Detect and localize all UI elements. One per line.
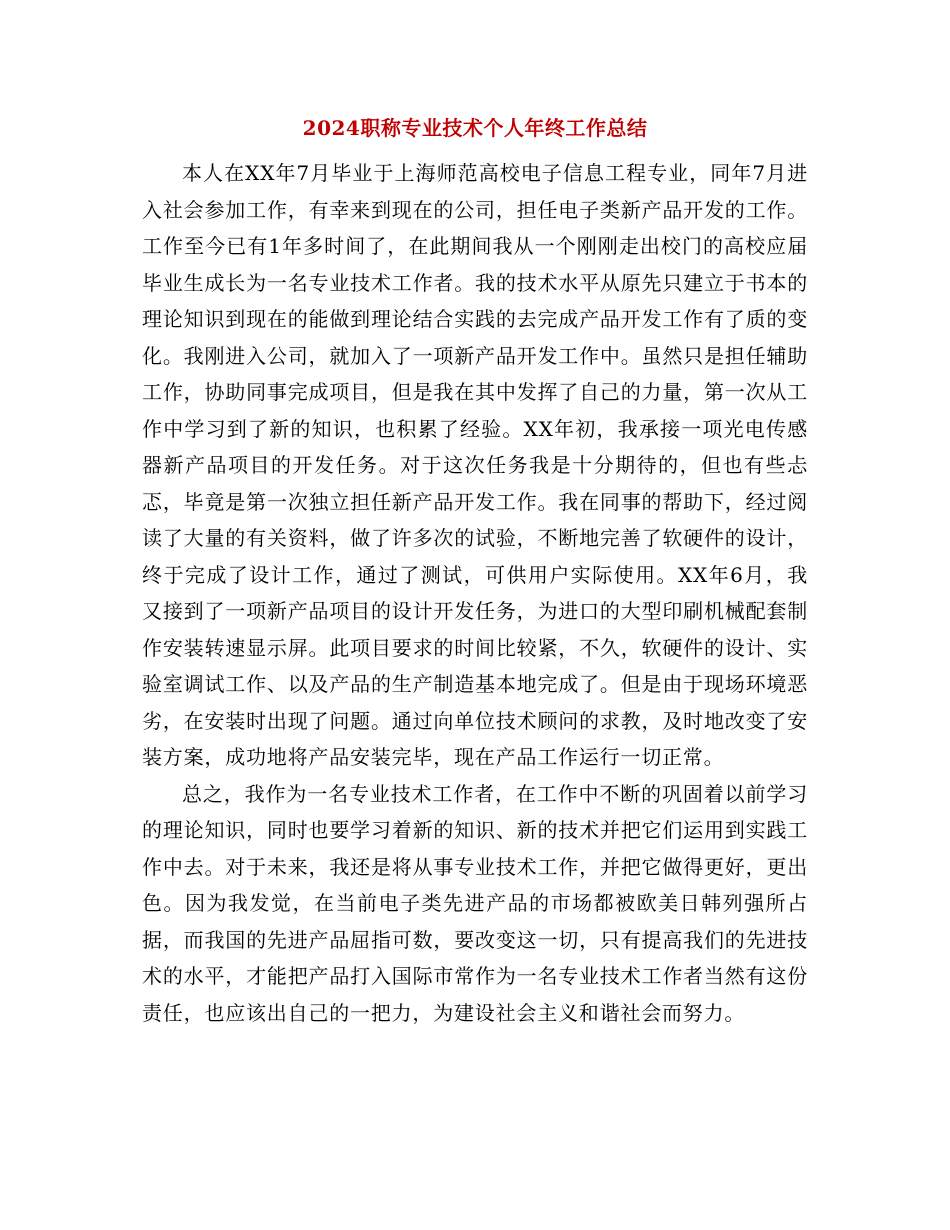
paragraph-1: 本人在XX年7月毕业于上海师范高校电子信息工程专业，同年7月进入社会参加工作，有幸来到现在的公司，担任电子类新产品开发的工作。工作至今已有1年多时间了，在此期间我从一个刚刚走出校门的高校应届毕业生成长为一名专业技术工作者。我的技术水平从原先只建立于书本的理论知识到现在的能做到理论结合实践的去完成产品开发工作有了质的变化。我刚进入公司，就加入了一项新产品开发工作中。虽然只是担任辅助工作，协助同事完成项目，但是我在其中发挥了自己的力量，第一次从工作中学习到了新的知识，也积累了经验。XX年初，我承接一项光电传感器新产品项目的开发任务。对于这次任务我是十分期待的，但也有些忐忑，毕竟是第一次独立担任新产品开发工作。我在同事的帮助下，经过阅读了大量的有关资料，做了许多次的试验，不断地完善了软硬件的设计，终于完成了设计工作，通过了测试，可供用户实际使用。XX年6月，我又接到了一项新产品项目的设计开发任务，为进口的大型印刷机械配套制作安装转速显示屏。此项目要求的时间比较紧，不久，软硬件的设计、实验室调试工作、以及产品的生产制造基本地完成了。但是由于现场环境恶劣，在安装时出现了问题。通过向单位技术顾问的求教，及时地改变了安装方案，成功地将产品安装完毕，现在产品工作运行一切正常。	[142, 161, 808, 769]
paragraph-2: 总之，我作为一名专业技术工作者，在工作中不断的巩固着以前学习的理论知识，同时也要学习着新的知识、新的技术并把它们运用到实践工作中去。对于未来，我还是将从事专业技术工作，并把它做得更好，更出色。因为我发觉，在当前电子类先进产品的市场都被欧美日韩列强所占据，而我国的先进产品屈指可数，要改变这一切，只有提高我们的先进技术的水平，才能把产品打入国际市常作为一名专业技术工作者当然有这份责任，也应该出自己的一把力，为建设社会主义和谐社会而努力。	[142, 781, 808, 1025]
document-title: 2024职称专业技术个人年终工作总结	[302, 116, 648, 140]
document-body	[142, 155, 808, 1031]
